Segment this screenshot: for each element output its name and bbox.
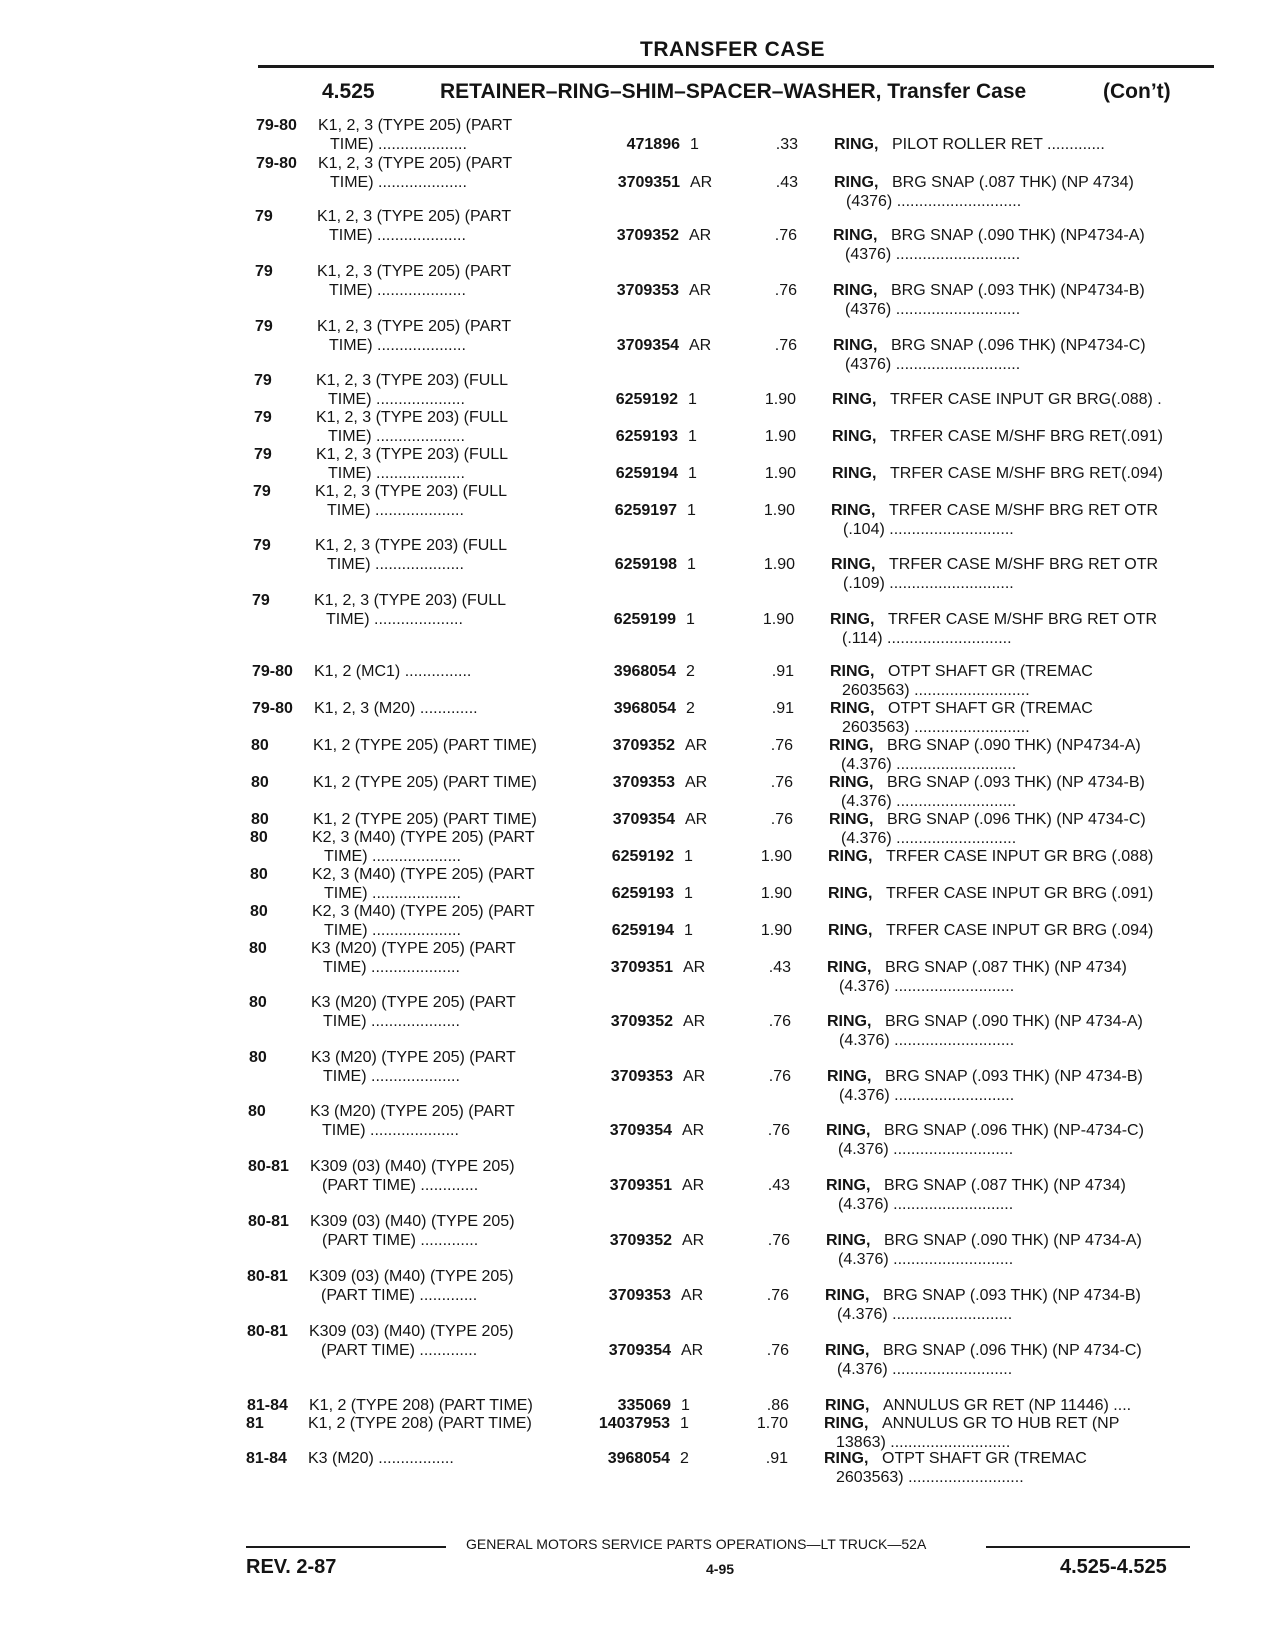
part-description-2: (.109) ............................	[843, 575, 1014, 592]
model-line-1: K1, 2 (TYPE 208) (PART TIME)	[309, 1397, 533, 1414]
part-description: BRG SNAP (.093 THK) (NP 4734-B)	[883, 1287, 1141, 1304]
part-name: RING,	[834, 174, 879, 191]
part-name: RING,	[827, 1068, 872, 1085]
model-year: 80-81	[248, 1213, 289, 1230]
quantity: 2	[686, 700, 695, 717]
part-description-2: 2603563) ..........................	[836, 1469, 1024, 1486]
part-number: 3968054	[607, 1450, 670, 1467]
model-line-2: TIME) ....................	[328, 391, 465, 408]
parts-list-row	[0, 717, 1280, 773]
parts-list-row	[0, 1322, 1280, 1378]
price: 1.90	[760, 885, 792, 902]
parts-list-row	[0, 1395, 1280, 1451]
parts-list-row	[0, 1048, 1280, 1104]
model-line-2: TIME) ....................	[323, 1013, 460, 1030]
parts-list-row	[0, 939, 1280, 995]
price: .91	[771, 663, 794, 680]
model-line-2: TIME) ....................	[329, 227, 466, 244]
model-year: 79-80	[256, 117, 297, 134]
quantity: 2	[680, 1450, 689, 1467]
part-name: RING,	[827, 959, 872, 976]
price: .76	[768, 1068, 791, 1085]
price: 1.90	[764, 428, 796, 445]
model-year: 80	[250, 903, 268, 920]
part-description: TRFER CASE M/SHF BRG RET OTR	[889, 502, 1159, 519]
model-line-1: K3 (M20) (TYPE 205) (PART	[311, 1049, 516, 1066]
part-description-2: (4.376) ...........................	[837, 1361, 1013, 1378]
part-number: 3709351	[609, 1177, 672, 1194]
quantity: 1	[688, 391, 697, 408]
quantity: 1	[690, 136, 699, 153]
part-description-2: (4.376) ...........................	[841, 756, 1017, 773]
model-year: 81-84	[247, 1397, 288, 1414]
price: 1.90	[760, 922, 792, 939]
part-name: RING,	[828, 885, 873, 902]
part-description-2: (.114) ............................	[842, 630, 1012, 647]
quantity: 1	[687, 556, 696, 573]
part-description: BRG SNAP (.093 THK) (NP 4734-B)	[885, 1068, 1143, 1085]
quantity: AR	[683, 1068, 706, 1085]
model-line-2: TIME) ....................	[328, 428, 465, 445]
model-line-1: K309 (03) (M40) (TYPE 205)	[309, 1268, 514, 1285]
part-number: 3709352	[610, 1013, 673, 1030]
footer-rule-right	[986, 1546, 1190, 1548]
part-number: 14037953	[598, 1415, 670, 1432]
model-line-1: K1, 2, 3 (TYPE 205) (PART	[317, 318, 512, 335]
part-name: RING,	[832, 428, 877, 445]
part-description: OTPT SHAFT GR (TREMAC	[888, 663, 1093, 680]
part-name: RING,	[825, 1397, 870, 1414]
part-name: RING,	[827, 1013, 872, 1030]
price: .43	[775, 174, 798, 191]
model-line-1: K309 (03) (M40) (TYPE 205)	[310, 1213, 515, 1230]
section-number: 4.525	[322, 80, 375, 103]
parts-list-row	[0, 1157, 1280, 1213]
part-number: 3709354	[616, 337, 679, 354]
quantity: AR	[690, 174, 713, 191]
model-year: 79-80	[252, 663, 293, 680]
part-description: BRG SNAP (.096 THK) (NP-4734-C)	[884, 1122, 1144, 1139]
quantity: 1	[687, 502, 696, 519]
part-description: BRG SNAP (.090 THK) (NP 4734-A)	[884, 1232, 1142, 1249]
model-line-1: K2, 3 (M40) (TYPE 205) (PART	[312, 866, 535, 883]
continued-label: (Con’t)	[1103, 80, 1171, 103]
model-line-2: (PART TIME) .............	[322, 1177, 479, 1194]
parts-list-row	[0, 536, 1280, 592]
part-number: 3709354	[612, 811, 675, 828]
footer-publisher: GENERAL MOTORS SERVICE PARTS OPERATIONS—LT TRUCK—52A	[466, 1536, 927, 1552]
quantity: AR	[683, 1013, 706, 1030]
part-description-2: (.104) ............................	[843, 521, 1014, 538]
part-name: RING,	[831, 556, 876, 573]
header-rule	[258, 65, 1214, 68]
model-year: 80-81	[247, 1268, 288, 1285]
model-line-2: TIME) ....................	[324, 922, 461, 939]
quantity: AR	[685, 774, 708, 791]
part-description: BRG SNAP (.090 THK) (NP4734-A)	[887, 737, 1141, 754]
parts-list-row	[0, 680, 1280, 736]
parts-list-row	[0, 902, 1280, 942]
model-line-1: K1, 2, 3 (TYPE 203) (FULL	[316, 372, 509, 389]
part-description: BRG SNAP (.090 THK) (NP 4734-A)	[885, 1013, 1143, 1030]
part-description: BRG SNAP (.090 THK) (NP4734-A)	[891, 227, 1145, 244]
part-name: RING,	[826, 1122, 871, 1139]
part-number: 6259194	[615, 465, 678, 482]
part-number: 3968054	[613, 663, 676, 680]
part-number: 6259197	[614, 502, 677, 519]
model-line-2: TIME) ....................	[326, 611, 463, 628]
part-description: BRG SNAP (.093 THK) (NP 4734-B)	[887, 774, 1145, 791]
parts-list-row	[0, 154, 1280, 210]
part-number: 6259199	[613, 611, 676, 628]
parts-list-row	[0, 865, 1280, 905]
part-name: RING,	[833, 227, 878, 244]
price: .43	[768, 959, 791, 976]
part-number: 3709354	[609, 1122, 672, 1139]
model-year: 79	[255, 318, 273, 335]
quantity: 1	[681, 1397, 690, 1414]
model-line-1: K3 (M20) (TYPE 205) (PART	[311, 940, 516, 957]
model-year: 79	[252, 592, 270, 609]
model-line-1: K3 (M20) (TYPE 205) (PART	[310, 1103, 515, 1120]
model-line-2: TIME) ....................	[330, 174, 467, 191]
part-number: 3968054	[613, 700, 676, 717]
part-description: TRFER CASE INPUT GR BRG (.088)	[886, 848, 1154, 865]
part-description: OTPT SHAFT GR (TREMAC	[888, 700, 1093, 717]
part-number: 3709353	[612, 774, 675, 791]
model-line-2: TIME) ....................	[329, 337, 466, 354]
parts-list-row	[0, 591, 1280, 647]
model-year: 79-80	[256, 155, 297, 172]
parts-list-row	[0, 317, 1280, 373]
model-line-2: TIME) ....................	[329, 282, 466, 299]
quantity: 1	[686, 611, 695, 628]
part-description: TRFER CASE INPUT GR BRG (.091)	[886, 885, 1154, 902]
price: 1.90	[764, 465, 796, 482]
quantity: AR	[682, 1177, 705, 1194]
section-title: RETAINER–RING–SHIM–SPACER–WASHER, Transfer Case	[440, 80, 1027, 103]
model-line-1: K1, 2, 3 (TYPE 205) (PART	[318, 155, 513, 172]
model-line-1: K1, 2, 3 (M20) .............	[314, 700, 478, 717]
part-name: RING,	[826, 1177, 871, 1194]
price: .43	[767, 1177, 790, 1194]
part-number: 3709354	[608, 1342, 671, 1359]
parts-list-row	[0, 482, 1280, 538]
model-year: 79	[253, 483, 271, 500]
part-description: TRFER CASE M/SHF BRG RET OTR	[889, 556, 1159, 573]
quantity: 1	[688, 428, 697, 445]
price: 1.90	[762, 611, 794, 628]
part-number: 3709353	[608, 1287, 671, 1304]
part-description-2: (4.376) ...........................	[837, 1306, 1013, 1323]
quantity: 1	[688, 465, 697, 482]
part-description: ANNULUS GR RET (NP 11446) ....	[883, 1397, 1132, 1414]
part-description: BRG SNAP (.093 THK) (NP4734-B)	[891, 282, 1145, 299]
part-description: BRG SNAP (.096 THK) (NP 4734-C)	[887, 811, 1146, 828]
price: .76	[767, 1122, 790, 1139]
model-year: 79	[255, 208, 273, 225]
part-name: RING,	[829, 737, 874, 754]
quantity: AR	[682, 1232, 705, 1249]
parts-list-row	[0, 1267, 1280, 1323]
part-name: RING,	[830, 663, 875, 680]
quantity: AR	[681, 1342, 704, 1359]
price: .91	[771, 700, 794, 717]
model-year: 80-81	[248, 1158, 289, 1175]
model-line-1: K1, 2, 3 (TYPE 205) (PART	[317, 208, 512, 225]
price: 1.90	[763, 502, 795, 519]
part-number: 3709352	[616, 227, 679, 244]
part-number: 3709351	[617, 174, 680, 191]
part-description-2: 13863) ...........................	[836, 1434, 1011, 1451]
model-line-2: (PART TIME) .............	[321, 1342, 478, 1359]
part-description-2: 2603563) ..........................	[842, 682, 1030, 699]
price: .76	[770, 737, 793, 754]
part-name: RING,	[832, 465, 877, 482]
price: .86	[766, 1397, 789, 1414]
part-name: RING,	[833, 282, 878, 299]
model-line-2: TIME) ....................	[323, 959, 460, 976]
model-line-1: K2, 3 (M40) (TYPE 205) (PART	[312, 829, 535, 846]
part-description: TRFER CASE M/SHF BRG RET OTR	[888, 611, 1158, 628]
part-name: RING,	[829, 811, 874, 828]
part-number: 6259192	[611, 848, 674, 865]
model-year: 80	[249, 994, 267, 1011]
model-year: 80-81	[247, 1323, 288, 1340]
part-name: RING,	[826, 1232, 871, 1249]
part-number: 3709351	[610, 959, 673, 976]
quantity: 2	[686, 663, 695, 680]
part-number: 6259198	[614, 556, 677, 573]
part-description: ANNULUS GR TO HUB RET (NP	[882, 1415, 1120, 1432]
part-description-2: (4.376) ...........................	[839, 1032, 1015, 1049]
part-number: 3709352	[609, 1232, 672, 1249]
part-name: RING,	[824, 1450, 869, 1467]
part-description: OTPT SHAFT GR (TREMAC	[882, 1450, 1087, 1467]
model-year: 80	[250, 866, 268, 883]
part-description: TRFER CASE INPUT GR BRG(.088) .	[890, 391, 1162, 408]
parts-list-row	[0, 445, 1280, 485]
price: .76	[774, 337, 797, 354]
model-line-1: K1, 2, 3 (TYPE 205) (PART	[318, 117, 513, 134]
parts-list-row	[0, 993, 1280, 1049]
price: 1.90	[760, 848, 792, 865]
quantity: 1	[684, 848, 693, 865]
parts-list-row	[0, 643, 1280, 699]
quantity: AR	[682, 1122, 705, 1139]
part-name: RING,	[829, 774, 874, 791]
model-year: 79	[254, 446, 272, 463]
model-year: 81	[246, 1415, 264, 1432]
part-name: RING,	[824, 1415, 869, 1432]
part-description-2: (4.376) ...........................	[841, 830, 1017, 847]
model-line-1: K3 (M20) .................	[308, 1450, 454, 1467]
part-description-2: (4.376) ...........................	[841, 793, 1017, 810]
price: .76	[774, 282, 797, 299]
quantity: 1	[680, 1415, 689, 1432]
model-year: 79	[255, 263, 273, 280]
part-description-2: (4376) ............................	[845, 246, 1021, 263]
model-line-2: TIME) ....................	[327, 502, 464, 519]
price: .76	[770, 811, 793, 828]
part-name: RING,	[833, 337, 878, 354]
page-number: 4-95	[706, 1561, 735, 1577]
part-description-2: (4376) ............................	[845, 356, 1021, 373]
model-year: 79	[253, 537, 271, 554]
model-year: 80	[248, 1103, 266, 1120]
quantity: AR	[689, 337, 712, 354]
part-name: RING,	[832, 391, 877, 408]
quantity: AR	[681, 1287, 704, 1304]
parts-list-row	[0, 408, 1280, 448]
part-description: BRG SNAP (.087 THK) (NP 4734)	[885, 959, 1127, 976]
part-description: PILOT ROLLER RET .............	[892, 136, 1105, 153]
price: .76	[768, 1013, 791, 1030]
model-line-1: K1, 2, 3 (TYPE 203) (FULL	[316, 409, 509, 426]
part-description: TRFER CASE M/SHF BRG RET(.091)	[890, 428, 1163, 445]
price: .76	[767, 1232, 790, 1249]
model-line-2: (PART TIME) .............	[321, 1287, 478, 1304]
revision-label: REV. 2-87	[246, 1556, 337, 1578]
part-description: BRG SNAP (.087 THK) (NP 4734)	[892, 174, 1134, 191]
price: .76	[766, 1342, 789, 1359]
part-description-2: (4.376) ...........................	[838, 1251, 1014, 1268]
part-description: BRG SNAP (.096 THK) (NP 4734-C)	[883, 1342, 1142, 1359]
model-line-1: K309 (03) (M40) (TYPE 205)	[309, 1323, 514, 1340]
model-year: 80	[249, 1049, 267, 1066]
price: 1.90	[763, 556, 795, 573]
quantity: 1	[684, 885, 693, 902]
model-year: 80	[249, 940, 267, 957]
part-number: 3709352	[612, 737, 675, 754]
part-name: RING,	[834, 136, 879, 153]
quantity: AR	[685, 811, 708, 828]
price: .33	[775, 136, 798, 153]
price: .91	[765, 1450, 788, 1467]
parts-list-row	[0, 828, 1280, 868]
model-line-1: K1, 2 (MC1) ...............	[314, 663, 472, 680]
model-year: 79	[254, 409, 272, 426]
model-line-1: K1, 2, 3 (TYPE 203) (FULL	[315, 537, 508, 554]
part-description-2: (4376) ............................	[846, 193, 1022, 210]
price: .76	[766, 1287, 789, 1304]
part-description: TRFER CASE INPUT GR BRG (.094)	[886, 922, 1154, 939]
price: 1.90	[764, 391, 796, 408]
part-name: RING,	[830, 611, 875, 628]
section-range: 4.525-4.525	[1060, 1556, 1167, 1578]
model-line-1: K309 (03) (M40) (TYPE 205)	[310, 1158, 515, 1175]
model-line-2: TIME) ....................	[323, 1068, 460, 1085]
part-number: 6259193	[615, 428, 678, 445]
part-description-2: (4.376) ...........................	[838, 1141, 1014, 1158]
quantity: AR	[683, 959, 706, 976]
model-line-2: TIME) ....................	[328, 465, 465, 482]
model-line-2: (PART TIME) .............	[322, 1232, 479, 1249]
parts-list-row	[0, 371, 1280, 411]
parts-list-row	[0, 116, 1280, 156]
quantity: 1	[684, 922, 693, 939]
model-line-2: TIME) ....................	[322, 1122, 459, 1139]
part-number: 3709353	[616, 282, 679, 299]
footer-rule-left	[246, 1546, 446, 1548]
part-description: BRG SNAP (.087 THK) (NP 4734)	[884, 1177, 1126, 1194]
parts-list-row	[0, 754, 1280, 810]
part-name: RING,	[828, 922, 873, 939]
quantity: AR	[689, 227, 712, 244]
model-line-1: K1, 2, 3 (TYPE 203) (FULL	[316, 446, 509, 463]
part-number: 6259193	[611, 885, 674, 902]
model-year: 79	[254, 372, 272, 389]
model-line-1: K1, 2, 3 (TYPE 203) (FULL	[314, 592, 507, 609]
model-line-1: K1, 2 (TYPE 208) (PART TIME)	[308, 1415, 532, 1432]
part-description-2: 2603563) ..........................	[842, 719, 1030, 736]
part-name: RING,	[831, 502, 876, 519]
part-name: RING,	[825, 1287, 870, 1304]
parts-list-row	[0, 262, 1280, 318]
part-description: BRG SNAP (.096 THK) (NP4734-C)	[891, 337, 1146, 354]
model-year: 80	[251, 774, 269, 791]
part-description-2: (4.376) ...........................	[839, 978, 1015, 995]
model-line-1: K1, 2 (TYPE 205) (PART TIME)	[313, 774, 537, 791]
model-line-1: K3 (M20) (TYPE 205) (PART	[311, 994, 516, 1011]
model-line-1: K1, 2 (TYPE 205) (PART TIME)	[313, 811, 537, 828]
model-line-2: TIME) ....................	[324, 848, 461, 865]
model-line-1: K1, 2, 3 (TYPE 203) (FULL	[315, 483, 508, 500]
model-year: 80	[251, 811, 269, 828]
part-name: RING,	[828, 848, 873, 865]
price: .76	[770, 774, 793, 791]
model-year: 80	[250, 829, 268, 846]
model-line-1: K2, 3 (M40) (TYPE 205) (PART	[312, 903, 535, 920]
model-year: 79-80	[252, 700, 293, 717]
model-line-1: K1, 2, 3 (TYPE 205) (PART	[317, 263, 512, 280]
quantity: AR	[689, 282, 712, 299]
part-description-2: (4.376) ...........................	[838, 1196, 1014, 1213]
part-description-2: (4376) ............................	[845, 301, 1021, 318]
part-description: TRFER CASE M/SHF BRG RET(.094)	[890, 465, 1163, 482]
parts-list-row	[0, 1430, 1280, 1486]
parts-list-row	[0, 1212, 1280, 1268]
part-number: 3709353	[610, 1068, 673, 1085]
page-section-title: TRANSFER CASE	[640, 38, 826, 61]
model-line-2: TIME) ....................	[330, 136, 467, 153]
quantity: AR	[685, 737, 708, 754]
part-number: 6259194	[611, 922, 674, 939]
model-year: 81-84	[246, 1450, 287, 1467]
part-name: RING,	[825, 1342, 870, 1359]
price: .76	[774, 227, 797, 244]
part-name: RING,	[830, 700, 875, 717]
part-number: 6259192	[615, 391, 678, 408]
model-line-1: K1, 2 (TYPE 205) (PART TIME)	[313, 737, 537, 754]
part-number: 471896	[626, 136, 680, 153]
parts-list-row	[0, 207, 1280, 263]
model-year: 80	[251, 737, 269, 754]
parts-list-row	[0, 1102, 1280, 1158]
model-line-2: TIME) ....................	[327, 556, 464, 573]
model-line-2: TIME) ....................	[324, 885, 461, 902]
part-number: 335069	[617, 1397, 671, 1414]
price: 1.70	[756, 1415, 788, 1432]
part-description-2: (4.376) ...........................	[839, 1087, 1015, 1104]
